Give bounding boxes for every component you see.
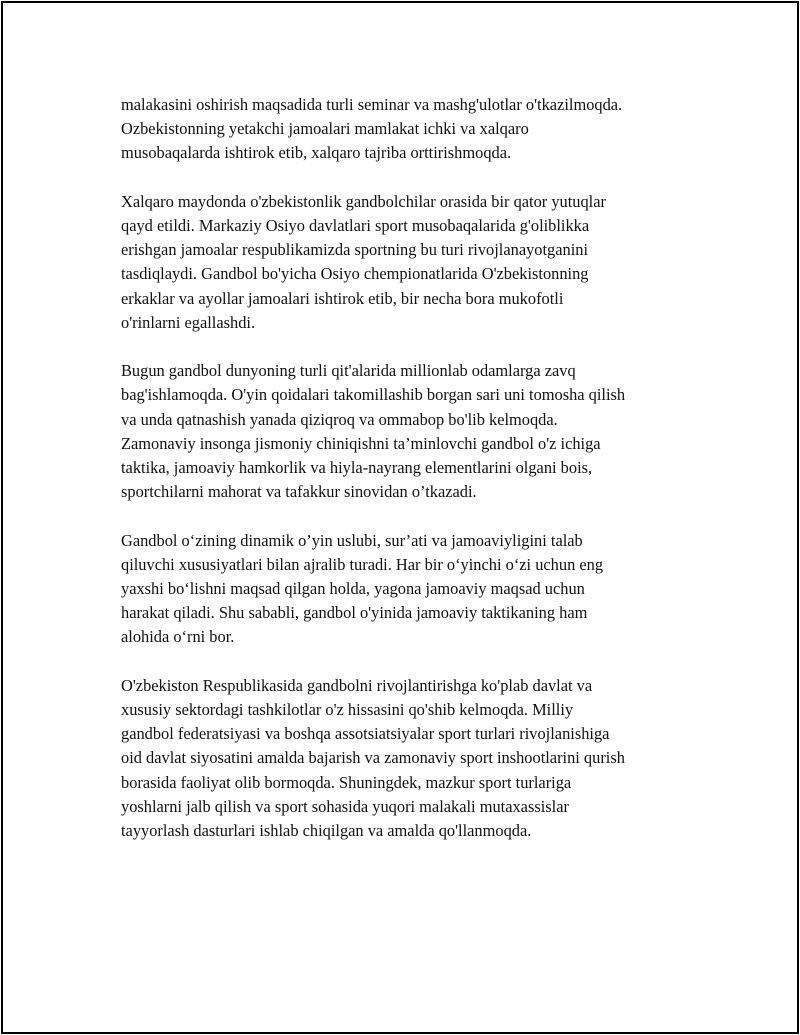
- text-line: yoshlarni jalb qilish va sport sohasida yuqori malakali mutaxassislar: [121, 796, 569, 816]
- paragraph-1: [121, 93, 701, 166]
- text-line: Bugun gandbol dunyoning turli qit'alarida millionlab odamlarga zavq: [121, 361, 576, 381]
- paragraph-3: [121, 359, 701, 504]
- text-line: bag'ishlamoqda. O'yin qoidalari takomillashib borgan sari uni tomosha qilish: [121, 385, 626, 405]
- text-line: qiluvchi xususiyatlari bilan ajralib turadi. Har bir o‘yinchi o‘zi uchun eng: [121, 554, 604, 574]
- text-line: Zamonaviy insonga jismoniy chiniqishni ta’minlovchi gandbol o'z ichiga: [121, 433, 601, 453]
- document-body: [121, 93, 701, 867]
- text-line: Gandbol o‘zining dinamik o’yin uslubi, sur’ati va jamoaviyligini talab: [121, 530, 583, 550]
- paragraph-2: [121, 190, 701, 335]
- text-line: qayd etildi. Markaziy Osiyo davlatlari sport musobaqalarida g'oliblikka: [121, 216, 590, 235]
- text-line: Xalqaro maydonda o'zbekistonlik gandbolchilar orasida bir qator yutuqlar: [121, 191, 606, 211]
- text-line: harakat qiladi. Shu sababli, gandbol o'yinida jamoaviy taktikaning ham: [121, 603, 588, 623]
- text-line: yaxshi bo‘lishni maqsad qilgan holda, yagona jamoaviy maqsad uchun: [121, 579, 585, 599]
- text-line: tayyorlash dasturlari ishlab chiqilgan va amalda qo'llanmoqda.: [121, 821, 532, 841]
- text-line: taktika, jamoaviy hamkorlik va hiyla-nayrang elementlarini olgani bois,: [121, 458, 593, 478]
- page-frame: [1, 1, 799, 1034]
- paragraph-4: [121, 529, 701, 650]
- text-line: malakasini oshirish maqsadida turli seminar va mashg'ulotlar o'tkazilmoqda.: [121, 95, 623, 114]
- text-line: alohida o‘rni bor.: [121, 627, 235, 647]
- paragraph-5: [121, 674, 701, 843]
- text-line: musobaqalarda ishtirok etib, xalqaro tajriba orttirishmoqda.: [121, 143, 512, 163]
- text-line: Ozbekistonning yetakchi jamoalari mamlakat ichki va xalqaro: [121, 119, 529, 139]
- text-line: xususiy sektordagi tashkilotlar o'z hissasini qo'shib kelmoqda. Milliy: [121, 700, 574, 720]
- text-line: sportchilarni mahorat va tafakkur sinovidan o’tkazadi.: [121, 482, 477, 502]
- text-line: oid davlat siyosatini amalda bajarish va zamonaviy sport inshootlarini qurish: [121, 748, 625, 768]
- text-line: borasida faoliyat olib bormoqda. Shuningdek, mazkur sport turlariga: [121, 772, 572, 792]
- text-line: O'zbekiston Respublikasida gandbolni rivojlantirishga ko'plab davlat va: [121, 675, 593, 695]
- text-line: erkaklar va ayollar jamoalari ishtirok etib, bir necha bora mukofotli: [121, 288, 564, 308]
- text-line: va unda qatnashish yanada qiziqroq va ommabop bo'lib kelmoqda.: [121, 409, 558, 429]
- text-line: tasdiqlaydi. Gandbol bo'yicha Osiyo chempionatlarida O'zbekistonning: [121, 264, 589, 284]
- text-line: gandbol federatsiyasi va boshqa assotsiatsiyalar sport turlari rivojlanishiga: [121, 724, 610, 744]
- text-line: erishgan jamoalar respublikamizda sportning bu turi rivojlanayotganini: [121, 240, 589, 260]
- text-line: o'rinlarni egallashdi.: [121, 312, 256, 332]
